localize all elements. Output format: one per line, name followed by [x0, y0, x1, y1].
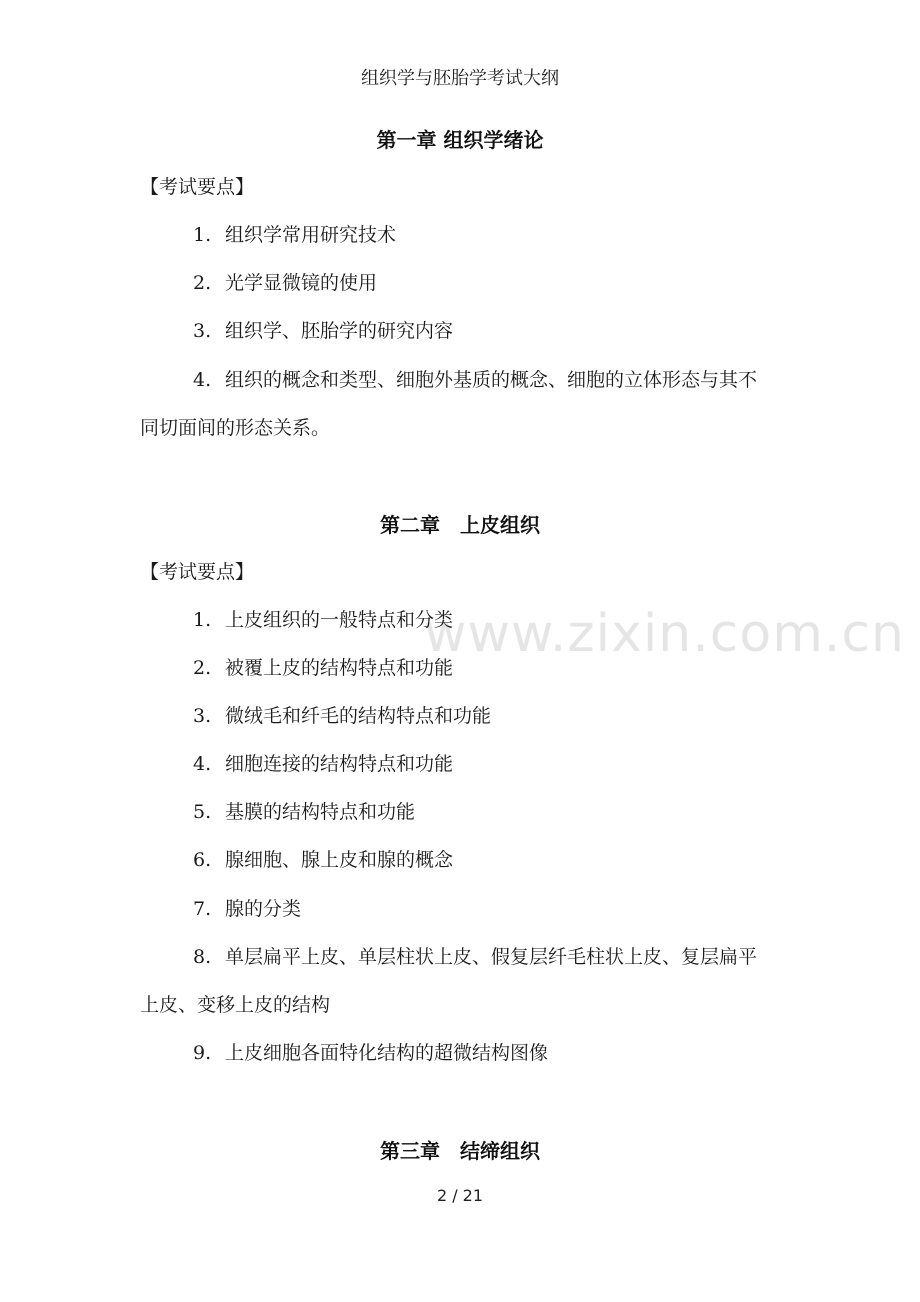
list-item-text: 被覆上皮的结构特点和功能 — [225, 657, 454, 679]
page-header: 组织学与胚胎学考试大纲 — [361, 68, 559, 89]
list-item-number: 8. — [193, 946, 212, 968]
chapter-1-exam-points-label: 【考试要点】 — [140, 176, 255, 198]
page-number: 2 / 21 — [436, 1186, 484, 1205]
list-item-number: 2. — [193, 657, 212, 679]
chapter-2-title: 第二章 上皮组织 — [380, 513, 540, 537]
list-item — [193, 605, 453, 632]
list-item-continuation: 同切面间的形态关系。 — [140, 417, 331, 439]
list-item — [193, 1038, 548, 1065]
list-item — [193, 701, 491, 728]
chapter-1-title: 第一章 组织学绪论 — [376, 128, 544, 152]
chapter-2-exam-points-label: 【考试要点】 — [140, 561, 255, 583]
list-item-text: 腺的分类 — [225, 898, 302, 920]
chapter-3-title: 第三章 结缔组织 — [380, 1139, 540, 1163]
list-item-number: 4. — [193, 369, 212, 391]
list-item — [193, 894, 301, 921]
list-item-text: 基膜的结构特点和功能 — [225, 801, 416, 823]
list-item-text: 上皮细胞各面特化结构的超微结构图像 — [225, 1042, 549, 1064]
list-item-continuation: 上皮、变移上皮的结构 — [140, 994, 331, 1016]
list-item-number: 2. — [193, 272, 212, 294]
list-item-text: 细胞连接的结构特点和功能 — [225, 753, 454, 775]
list-item — [193, 365, 757, 392]
list-item — [193, 268, 377, 295]
list-item-text: 上皮组织的一般特点和分类 — [225, 609, 454, 631]
list-item-text: 光学显微镜的使用 — [225, 272, 378, 294]
list-item-number: 3. — [193, 320, 212, 342]
list-item — [193, 797, 415, 824]
list-item-number: 7. — [193, 898, 212, 920]
list-item-number: 9. — [193, 1042, 212, 1064]
list-item-text: 腺细胞、腺上皮和腺的概念 — [225, 849, 454, 871]
watermark: www.zixin.com.cn — [424, 604, 905, 664]
list-item-number: 5. — [193, 801, 212, 823]
list-item-text: 组织学、胚胎学的研究内容 — [225, 320, 454, 342]
list-item-text: 组织的概念和类型、细胞外基质的概念、细胞的立体形态与其不 — [225, 369, 758, 391]
list-item-number: 1. — [193, 609, 212, 631]
list-item — [193, 220, 396, 247]
list-item — [193, 942, 757, 969]
list-item — [193, 749, 453, 776]
list-item — [193, 845, 453, 872]
list-item-number: 1. — [193, 224, 212, 246]
list-item-number: 3. — [193, 705, 212, 727]
list-item-number: 6. — [193, 849, 212, 871]
list-item-text: 组织学常用研究技术 — [225, 224, 397, 246]
list-item — [193, 653, 453, 680]
list-item-number: 4. — [193, 753, 212, 775]
list-item-text: 微绒毛和纤毛的结构特点和功能 — [225, 705, 492, 727]
list-item-text: 单层扁平上皮、单层柱状上皮、假复层纤毛柱状上皮、复层扁平 — [225, 946, 758, 968]
list-item — [193, 316, 453, 343]
